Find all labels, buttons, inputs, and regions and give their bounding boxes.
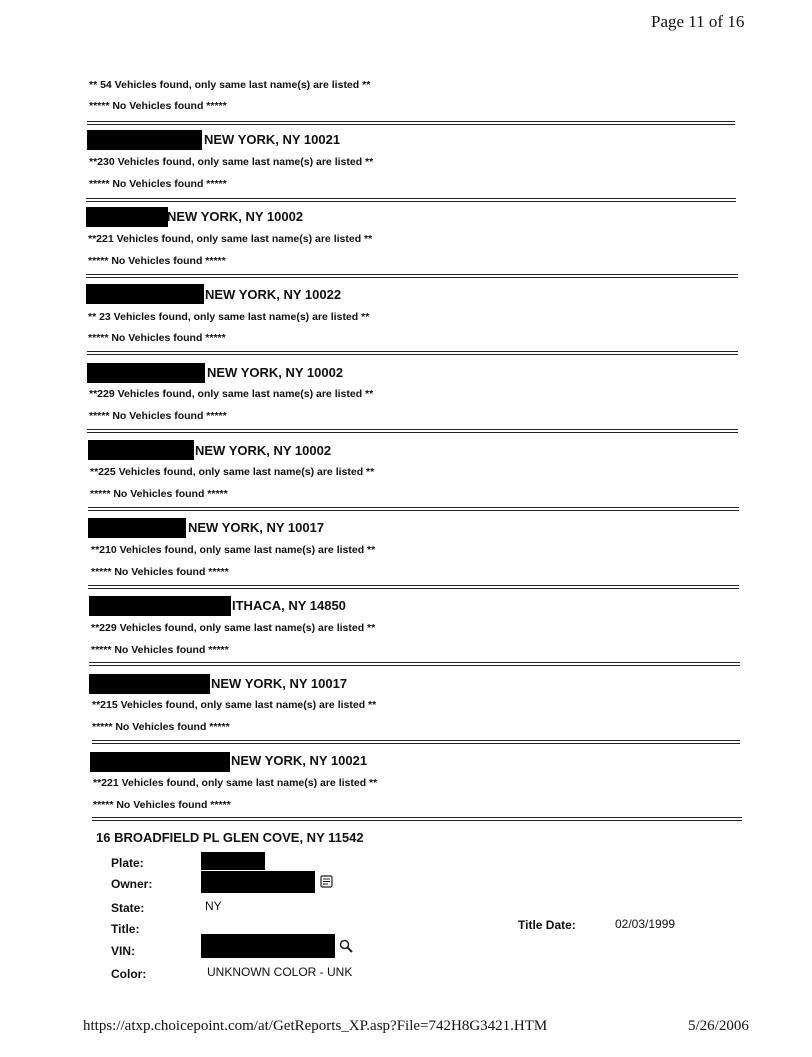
redacted-name <box>86 284 204 304</box>
entry-address: NEW YORK, NY 10002 <box>167 209 304 224</box>
top-found-line: ** 54 Vehicles found, only same last name(s) are listed ** <box>89 79 371 91</box>
redacted-owner <box>201 871 315 893</box>
title-date-label: Title Date: <box>518 918 576 932</box>
document-icon[interactable] <box>320 875 333 888</box>
redacted-name <box>87 363 205 383</box>
redacted-name <box>87 130 202 150</box>
redacted-name <box>89 596 231 616</box>
state-value: NY <box>205 899 222 913</box>
entry-none-line: ***** No Vehicles found ***** <box>91 566 229 578</box>
entry-address: NEW YORK, NY 10002 <box>195 443 332 458</box>
entry-none-line: ***** No Vehicles found ***** <box>90 488 228 500</box>
entry-none-line: ***** No Vehicles found ***** <box>93 799 231 811</box>
redacted-name <box>90 752 230 772</box>
entry-address: NEW YORK, NY 10021 <box>231 753 368 768</box>
entry-address: NEW YORK, NY 10021 <box>204 132 341 147</box>
entry-address: NEW YORK, NY 10017 <box>211 676 348 691</box>
entry-found-line: **225 Vehicles found, only same last name(s) are listed ** <box>90 466 375 478</box>
redacted-name <box>86 207 168 227</box>
plate-label: Plate: <box>111 856 144 870</box>
divider <box>88 585 739 589</box>
entry-found-line: **229 Vehicles found, only same last name(s) are listed ** <box>89 388 374 400</box>
divider <box>89 662 740 666</box>
vehicle-address: 16 BROADFIELD PL GLEN COVE, NY 11542 <box>96 830 364 845</box>
redacted-name <box>88 518 186 538</box>
entry-none-line: ***** No Vehicles found ***** <box>88 332 226 344</box>
entry-found-line: **210 Vehicles found, only same last name(s) are listed ** <box>91 544 376 556</box>
entry-none-line: ***** No Vehicles found ***** <box>91 644 229 656</box>
magnifier-icon[interactable] <box>339 939 352 952</box>
divider <box>86 274 738 278</box>
entry-found-line: **221 Vehicles found, only same last name(s) are listed ** <box>93 777 378 789</box>
entry-none-line: ***** No Vehicles found ***** <box>89 178 227 190</box>
title-date-value: 02/03/1999 <box>615 917 676 931</box>
entry-found-line: **230 Vehicles found, only same last name(s) are listed ** <box>89 156 374 168</box>
redacted-plate <box>201 852 265 870</box>
state-label: State: <box>111 901 145 915</box>
entry-found-line: ** 23 Vehicles found, only same last name(s) are listed ** <box>88 311 370 323</box>
divider <box>92 817 742 821</box>
redacted-name <box>89 674 210 694</box>
entry-none-line: ***** No Vehicles found ***** <box>88 255 226 267</box>
entry-address: NEW YORK, NY 10022 <box>205 287 342 302</box>
entry-found-line: **229 Vehicles found, only same last name(s) are listed ** <box>91 622 376 634</box>
entry-none-line: ***** No Vehicles found ***** <box>89 410 227 422</box>
footer-url: https://atxp.choicepoint.com/at/GetReports_XP.asp?File=742H8G3421.HTM <box>83 1018 548 1034</box>
entry-none-line: ***** No Vehicles found ***** <box>92 721 230 733</box>
color-value: UNKNOWN COLOR - UNK <box>207 965 353 979</box>
entry-address: ITHACA, NY 14850 <box>232 598 346 613</box>
divider <box>88 507 739 511</box>
color-label: Color: <box>111 967 147 981</box>
title-label: Title: <box>111 922 140 936</box>
owner-label: Owner: <box>111 877 153 891</box>
footer-date: 5/26/2006 <box>688 1018 749 1034</box>
vin-label: VIN: <box>111 944 135 958</box>
divider <box>87 429 738 433</box>
top-none-line: ***** No Vehicles found ***** <box>89 100 227 112</box>
entry-found-line: **221 Vehicles found, only same last name(s) are listed ** <box>88 233 373 245</box>
redacted-vin <box>201 934 335 958</box>
entry-address: NEW YORK, NY 10002 <box>207 365 344 380</box>
page-number: Page 11 of 16 <box>651 12 745 31</box>
divider <box>87 121 735 125</box>
entry-address: NEW YORK, NY 10017 <box>188 520 325 535</box>
entry-found-line: **215 Vehicles found, only same last name(s) are listed ** <box>92 699 377 711</box>
divider <box>87 351 738 355</box>
divider <box>86 198 736 202</box>
redacted-name <box>88 440 194 460</box>
divider <box>92 740 740 744</box>
